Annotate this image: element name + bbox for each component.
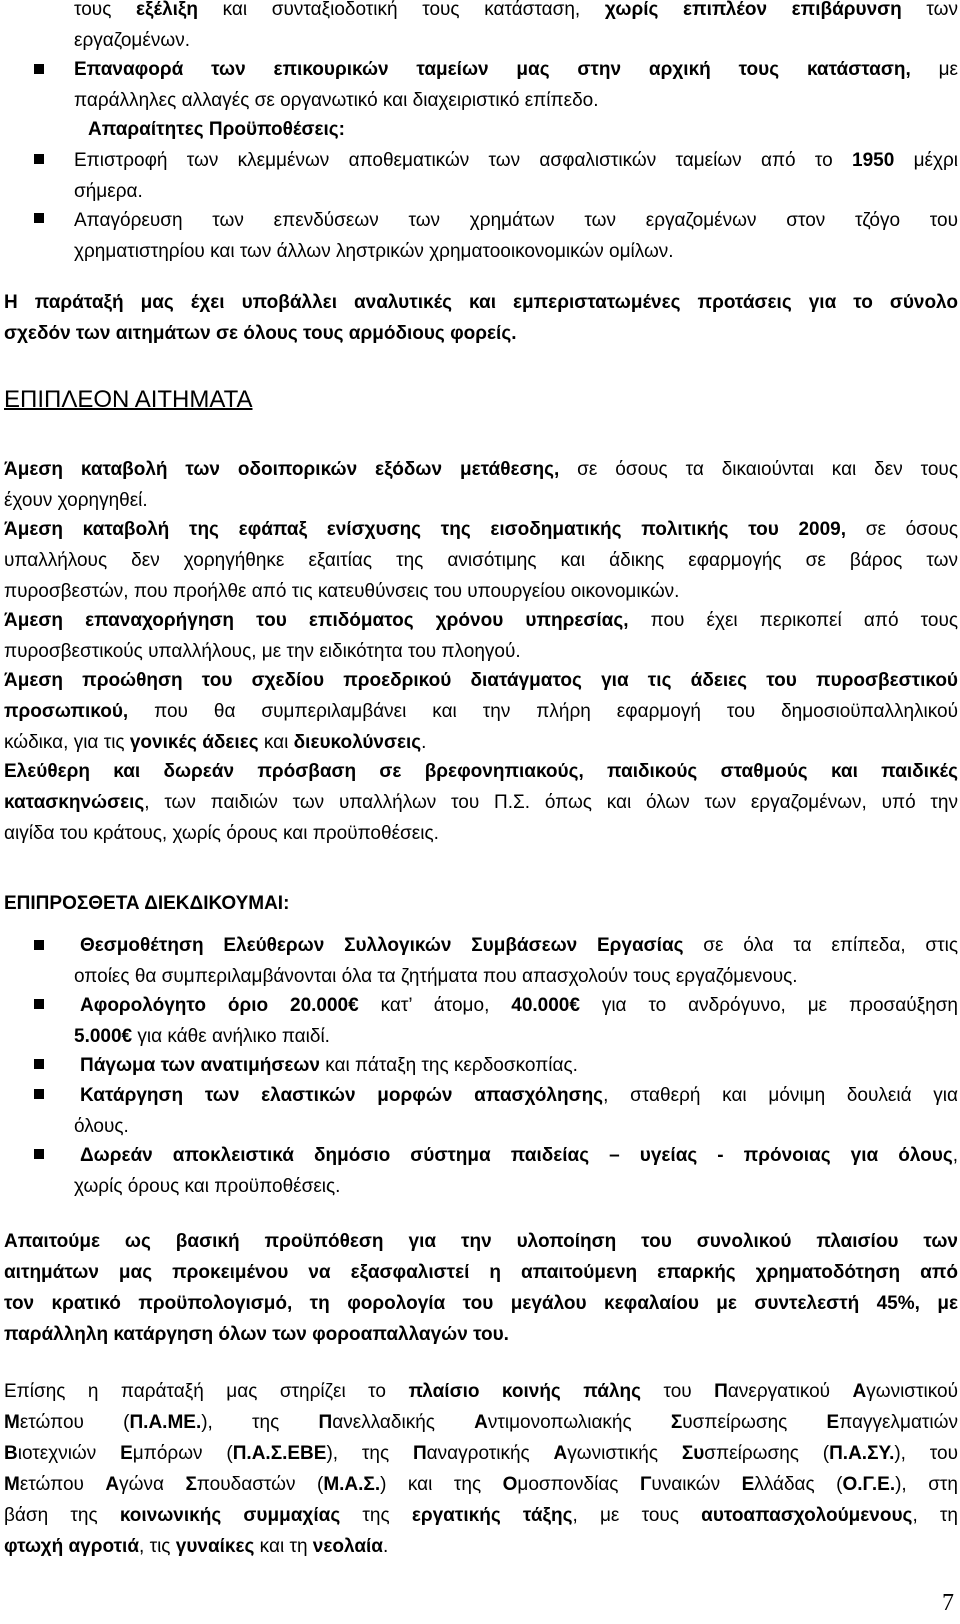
demand-2-line3: πυροσβεστών, που προήλθε από τις κατευθύνσεις του υπουργείου οικονομικών. bbox=[4, 581, 680, 602]
demand-4-line3: κώδικα, για τις γονικές άδειες και διευκολύνσεις. bbox=[4, 732, 427, 753]
claim-5: Δωρεάν αποκλειστικά δημόσιο σύστημα παιδείας – υγείας - πρόνοιας για όλους, bbox=[80, 1145, 958, 1166]
page-number: 7 bbox=[942, 1590, 954, 1616]
paragraph-proposals-line2: σχεδόν των αιτημάτων σε όλους τους αρμόδιους φορείς. bbox=[4, 323, 517, 344]
demand-1: Άμεση καταβολή των οδοιπορικών εξόδων μετάθεσης, σε όσους τα δικαιούνται και δεν τους bbox=[4, 459, 958, 480]
bullet-square-icon bbox=[34, 1059, 44, 1069]
demand-2-line2: υπαλλήλους δεν χορηγήθηκε εξαιτίας της ανισότιμης και άδικης εφαρμογής σε βάρος των bbox=[4, 550, 958, 571]
bullet-item-return-reserves-line2: σήμερα. bbox=[74, 181, 143, 202]
demand-2: Άμεση καταβολή της εφάπαξ ενίσχυσης της εισοδηματικής πολιτικής του 2009, σε όσους bbox=[4, 519, 958, 540]
demand-5: Ελεύθερη και δωρεάν πρόσβαση σε βρεφονηπιακούς, παιδικούς σταθμούς και παιδικές bbox=[4, 761, 958, 782]
bullet-square-icon bbox=[34, 940, 44, 950]
demand-5-line3: αιγίδα του κράτους, χωρίς όρους και προϋποθέσεις. bbox=[4, 823, 439, 844]
paragraph-requirement-line1: Απαιτούμε ως βασική προϋπόθεση για την υλοποίηση του συνολικού πλαισίου των bbox=[4, 1231, 958, 1252]
claim-5-line2: χωρίς όρους και προϋποθέσεις. bbox=[74, 1176, 341, 1197]
bullet-square-icon bbox=[34, 64, 44, 74]
bullet-square-icon bbox=[34, 213, 44, 223]
bullet-square-icon bbox=[34, 1149, 44, 1159]
bullet-item-ban-investment: Απαγόρευση των επενδύσεων των χρημάτων των εργαζομένων στον τζόγο του bbox=[74, 210, 958, 231]
section-heading-additional-claims: ΕΠΙΠΡΟΣΘΕΤΑ ΔΙΕΚΔΙΚΟΥΜΑΙ: bbox=[4, 893, 290, 914]
continuation-line-2: εργαζομένων. bbox=[74, 30, 190, 51]
paragraph-requirement-line3: τον κρατικό προϋπολογισμό, τη φορολογία του μεγάλου κεφαλαίου με συντελεστή 45%, με bbox=[4, 1293, 958, 1314]
paragraph-support-line2: Μετώπου (Π.Α.ΜΕ.), της Πανελλαδικής Αντιμονοπωλιακής Συσπείρωσης Επαγγελματιών bbox=[4, 1412, 958, 1433]
bullet-item-restore-funds-line2: παράλληλες αλλαγές σε οργανωτικό και διαχειριστικό επίπεδο. bbox=[74, 90, 599, 111]
demand-1-line2: έχουν χορηγηθεί. bbox=[4, 490, 148, 511]
bullet-square-icon bbox=[34, 1089, 44, 1099]
paragraph-support-line1: Επίσης η παράταξή μας στηρίζει το πλαίσιο κοινής πάλης του Πανεργατικού Αγωνιστικού bbox=[4, 1381, 958, 1402]
paragraph-support-line3: Βιοτεχνιών Εμπόρων (Π.Α.Σ.ΕΒΕ), της Παναγροτικής Αγωνιστικής Συσπείρωσης (Π.Α.ΣΥ.), του bbox=[4, 1443, 958, 1464]
section-heading-extra-demands: ΕΠΙΠΛΕΟΝ ΑΙΤΗΜΑΤΑ bbox=[4, 386, 253, 413]
claim-1-line2: οποίες θα συμπεριλαμβάνονται όλα τα ζητήματα που απασχολούν τους εργαζόμενους. bbox=[74, 966, 798, 987]
claim-1: Θεσμοθέτηση Ελεύθερων Συλλογικών Συμβάσεων Εργασίας σε όλα τα επίπεδα, στις bbox=[80, 935, 959, 956]
paragraph-requirement-line2: αιτημάτων μας προκειμένου να εξασφαλιστεί η απαιτούμενη επαρκής χρηματοδότηση από bbox=[4, 1262, 958, 1283]
bullet-square-icon bbox=[34, 999, 44, 1009]
bullet-item-ban-investment-line2: χρηματιστηρίου και των άλλων ληστρικών χρηματοοικονομικών ομίλων. bbox=[74, 241, 674, 262]
claim-4-line2: όλους. bbox=[74, 1116, 129, 1137]
demand-5-line2: κατασκηνώσεις, των παιδιών των υπαλλήλων του Π.Σ. όπως και όλων των εργαζομένων, υπό την bbox=[4, 792, 958, 813]
claim-4: Κατάργηση των ελαστικών μορφών απασχόλησης, σταθερή και μόνιμη δουλειά για bbox=[80, 1085, 959, 1106]
claim-2: Αφορολόγητο όριο 20.000€ κατ’ άτομο, 40.000€ για το ανδρόγυνο, με προσαύξηση bbox=[80, 995, 958, 1016]
paragraph-support-line4: Μετώπου Αγώνα Σπουδαστών (Μ.Α.Σ.) και της Ομοσπονδίας Γυναικών Ελλάδας (Ο.Γ.Ε.), στη bbox=[4, 1474, 958, 1495]
claim-3: Πάγωμα των ανατιμήσεων και πάταξη της κερδοσκοπίας. bbox=[80, 1055, 578, 1076]
bullet-square-icon bbox=[34, 154, 44, 164]
bullet-item-return-reserves: Επιστροφή των κλεμμένων αποθεματικών των ασφαλιστικών ταμείων από το 1950 μέχρι bbox=[74, 150, 958, 171]
claim-2-line2: 5.000€ για κάθε ανήλικο παιδί. bbox=[74, 1026, 330, 1047]
demand-3-line2: πυροσβεστικούς υπαλλήλους, με την ειδικότητα του πλοηγού. bbox=[4, 641, 521, 662]
bullet-item-restore-funds: Επαναφορά των επικουρικών ταμείων μας στην αρχική τους κατάσταση, με bbox=[74, 59, 958, 80]
paragraph-proposals-line1: Η παράταξή μας έχει υποβάλλει αναλυτικές και εμπεριστατωμένες προτάσεις για το σύνολο bbox=[4, 292, 958, 313]
demand-4-line2: προσωπικού, που θα συμπεριλαμβάνει και την πλήρη εφαρμογή του δημοσιοϋπαλληλικού bbox=[4, 701, 958, 722]
paragraph-support-line6: φτωχή αγροτιά, τις γυναίκες και τη νεολαία. bbox=[4, 1536, 389, 1557]
paragraph-support-line5: βάση της κοινωνικής συμμαχίας της εργατικής τάξης, με τους αυτοαπασχολούμενους, τη bbox=[4, 1505, 958, 1526]
demand-4: Άμεση προώθηση του σχεδίου προεδρικού διατάγματος για τις άδειες του πυροσβεστικού bbox=[4, 670, 958, 691]
prerequisites-heading: Απαραίτητες Προϋποθέσεις: bbox=[88, 119, 345, 140]
continuation-line-1: τους εξέλιξη και συνταξιοδοτική τους κατάσταση, χωρίς επιπλέον επιβάρυνση των bbox=[74, 0, 958, 20]
paragraph-requirement-line4: παράλληλη κατάργηση όλων των φοροαπαλλαγών του. bbox=[4, 1324, 509, 1345]
demand-3: Άμεση επαναχορήγηση του επιδόματος χρόνου υπηρεσίας, που έχει περικοπεί από τους bbox=[4, 610, 958, 631]
